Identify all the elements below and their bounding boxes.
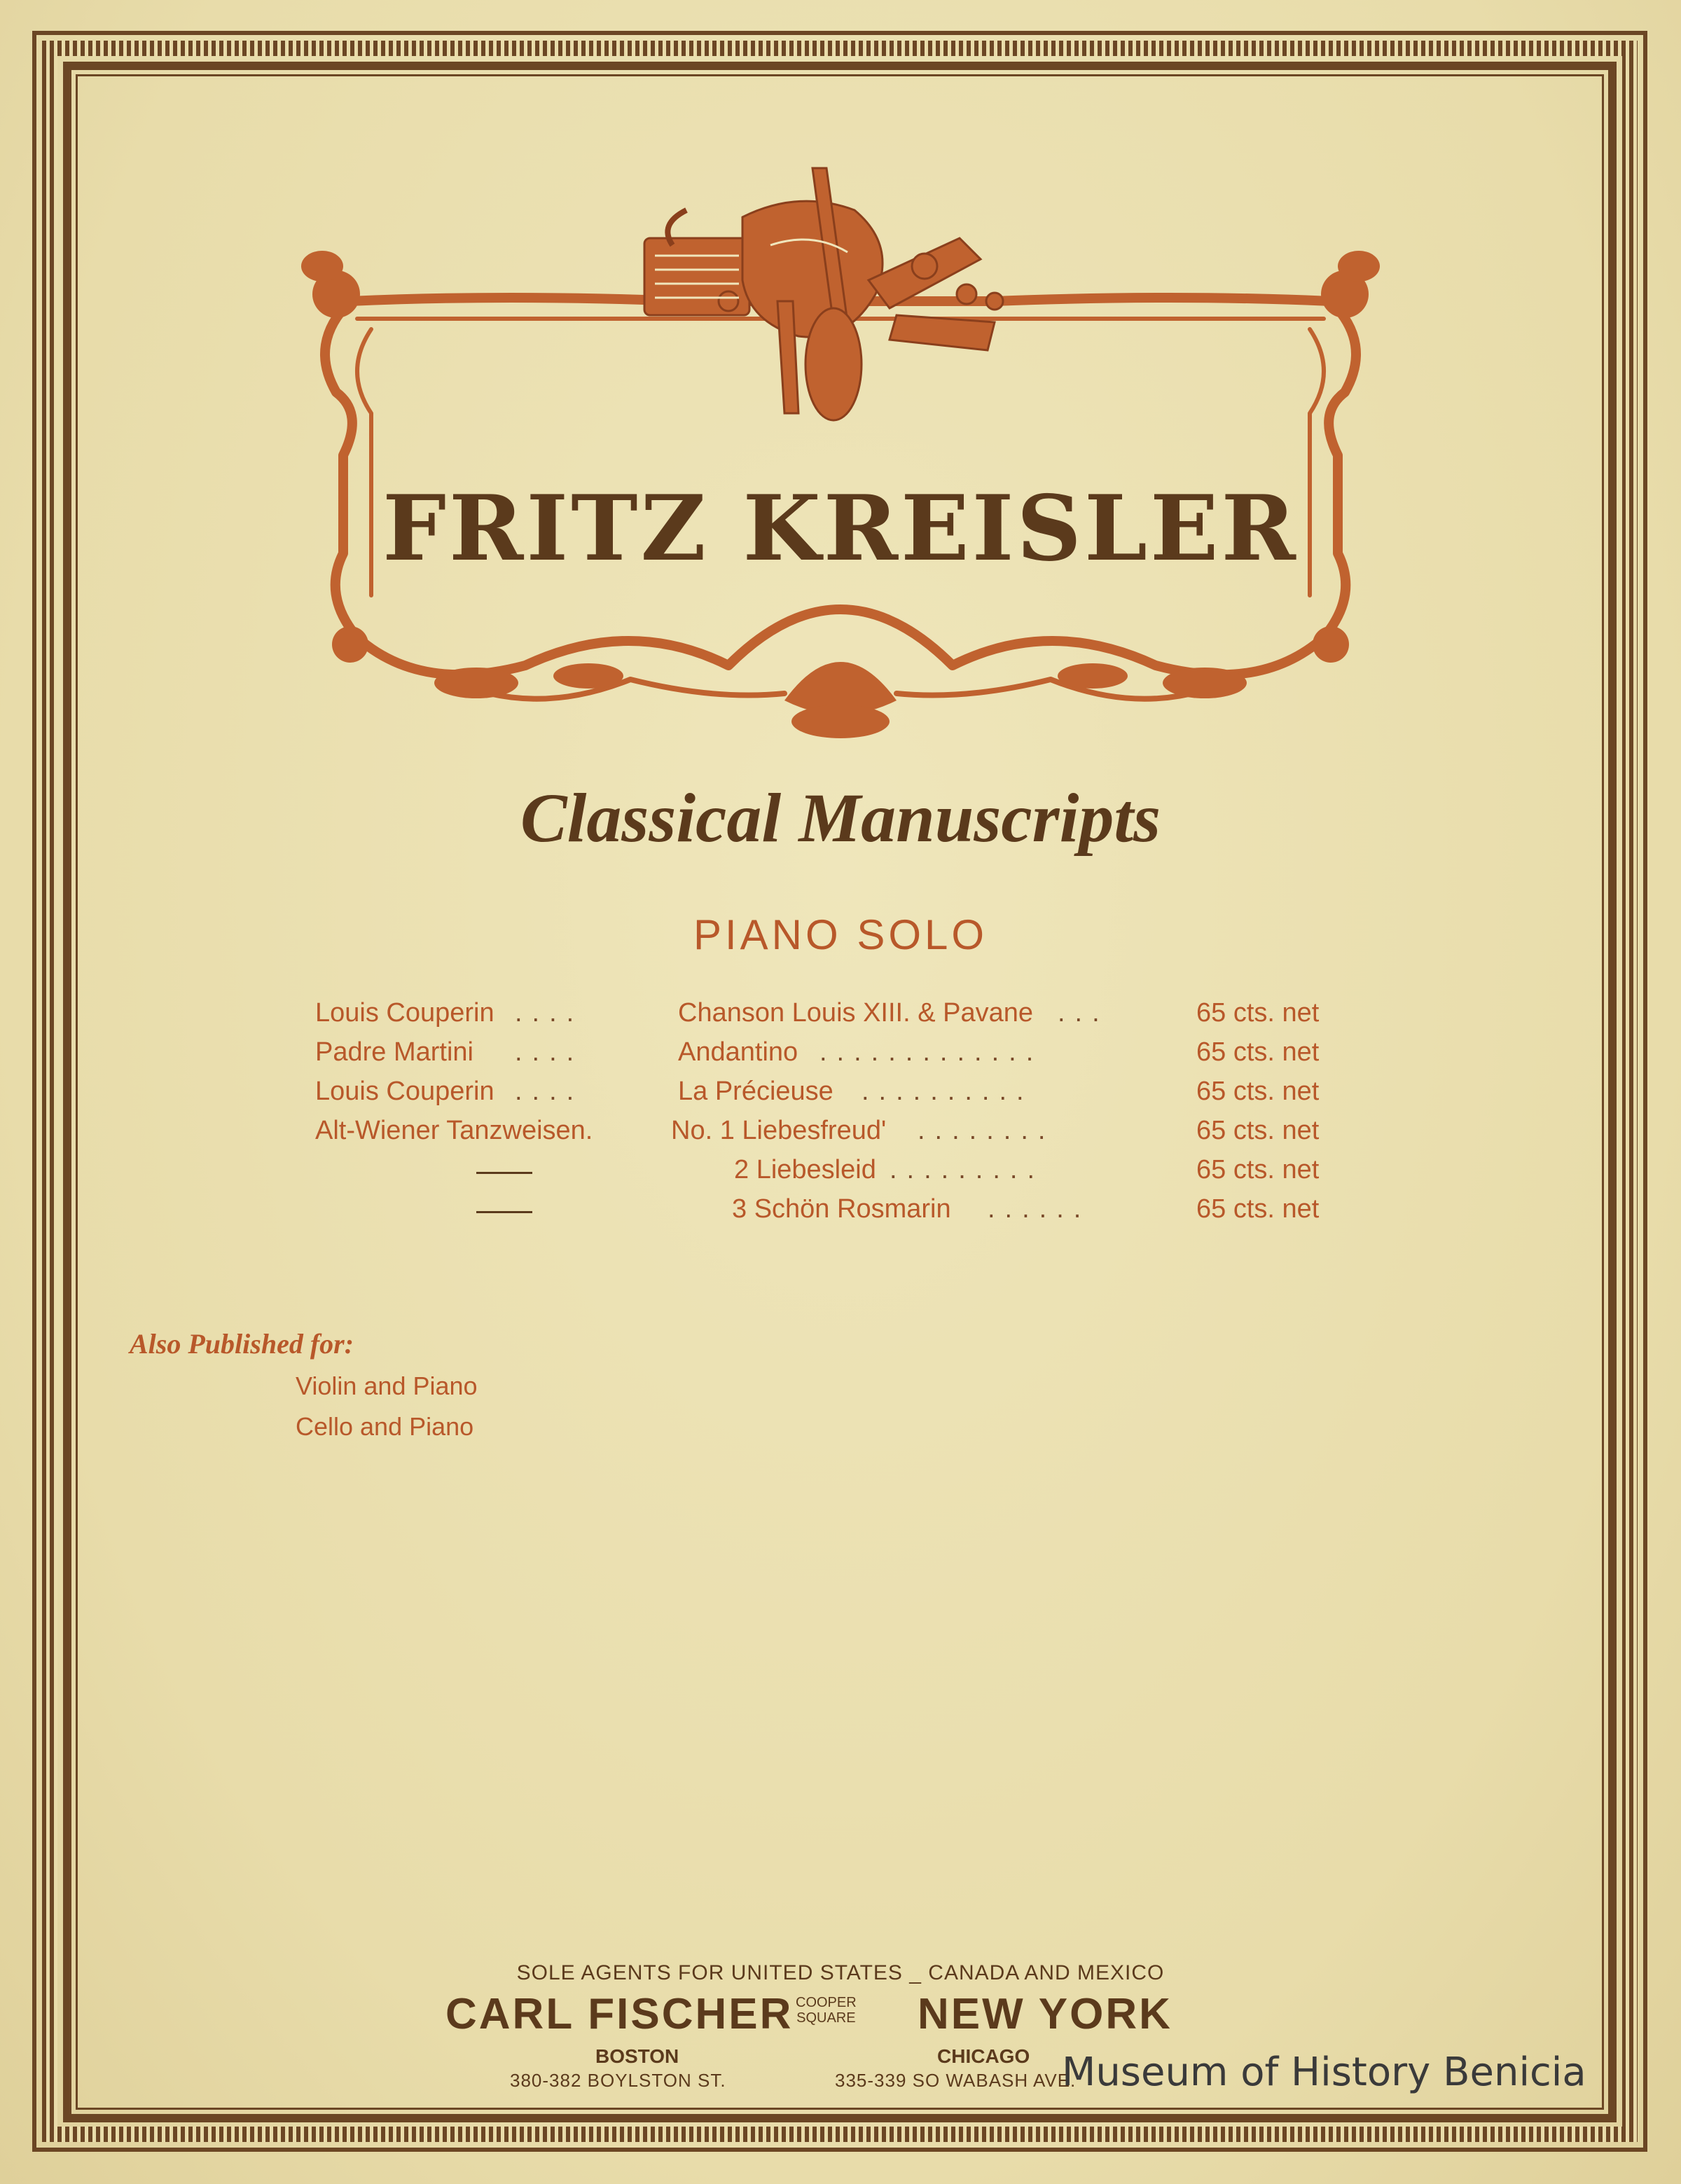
cooper-label: COOPER [796, 1995, 857, 2010]
dot-leader: .... [515, 1037, 584, 1067]
museum-watermark: Museum of History Benicia [1062, 2050, 1586, 2095]
dot-leader: ........ [918, 1116, 1056, 1145]
work-price: 65 cts. net [1196, 1037, 1320, 1067]
collection-title: Classical Manuscripts [520, 779, 1161, 857]
work-title: Andantino [678, 1037, 798, 1067]
work-composer: Padre Martini [315, 1037, 473, 1067]
dot-leader: ............. [819, 1037, 1044, 1067]
section-heading: PIANO SOLO [693, 911, 988, 958]
dot-leader: .......... [862, 1077, 1034, 1106]
list-item [315, 1194, 1338, 1233]
work-composer: Alt-Wiener Tanzweisen. [315, 1116, 593, 1145]
work-title: 2 Liebesleid [734, 1155, 876, 1184]
branch-city: CHICAGO [937, 2045, 1030, 2067]
work-title: Chanson Louis XIII. & Pavane [678, 998, 1033, 1028]
work-title: No. 1 Liebesfreud' [671, 1116, 887, 1145]
work-price: 65 cts. net [1196, 1194, 1320, 1224]
work-composer: Louis Couperin [315, 998, 494, 1028]
ditto-dash [476, 1172, 532, 1174]
work-title: La Précieuse [678, 1077, 833, 1106]
also-published-item: Violin and Piano [296, 1371, 478, 1400]
publisher-address-sub [796, 1995, 857, 2026]
square-label: SQUARE [796, 2010, 856, 2026]
also-published-heading: Also Published for: [130, 1328, 354, 1360]
list-item [315, 1037, 1338, 1077]
ditto-dash [476, 1211, 532, 1213]
dot-leader: ... [1058, 998, 1109, 1028]
list-item [315, 1116, 1338, 1155]
sole-agents-line: SOLE AGENTS FOR UNITED STATES _ CANADA AND MEXICO [516, 1961, 1165, 1984]
list-item [315, 998, 1338, 1037]
list-item [315, 1077, 1338, 1116]
dot-leader: .... [515, 998, 584, 1028]
work-price: 65 cts. net [1196, 1116, 1320, 1145]
work-price: 65 cts. net [1196, 1077, 1320, 1106]
dot-leader: ...... [988, 1194, 1091, 1224]
composer-name: FRITZ KREISLER [382, 476, 1299, 581]
branch-city: BOSTON [595, 2045, 679, 2067]
dot-leader: ......... [890, 1155, 1045, 1184]
branch-address: 380-382 BOYLSTON ST. [510, 2070, 726, 2091]
branch-address: 335-339 SO WABASH AVE. [835, 2070, 1077, 2091]
work-composer: Louis Couperin [315, 1077, 494, 1106]
work-price: 65 cts. net [1196, 1155, 1320, 1184]
works-list [315, 998, 1338, 1233]
also-published-item: Cello and Piano [296, 1412, 474, 1441]
publisher-city: NEW YORK [918, 1990, 1172, 2038]
work-price: 65 cts. net [1196, 998, 1320, 1028]
list-item [315, 1155, 1338, 1194]
ornamental-cartouche [294, 161, 1387, 770]
publisher-name: CARL FISCHER [445, 1990, 794, 2038]
work-title: 3 Schön Rosmarin [732, 1194, 951, 1224]
dot-leader: .... [515, 1077, 584, 1106]
